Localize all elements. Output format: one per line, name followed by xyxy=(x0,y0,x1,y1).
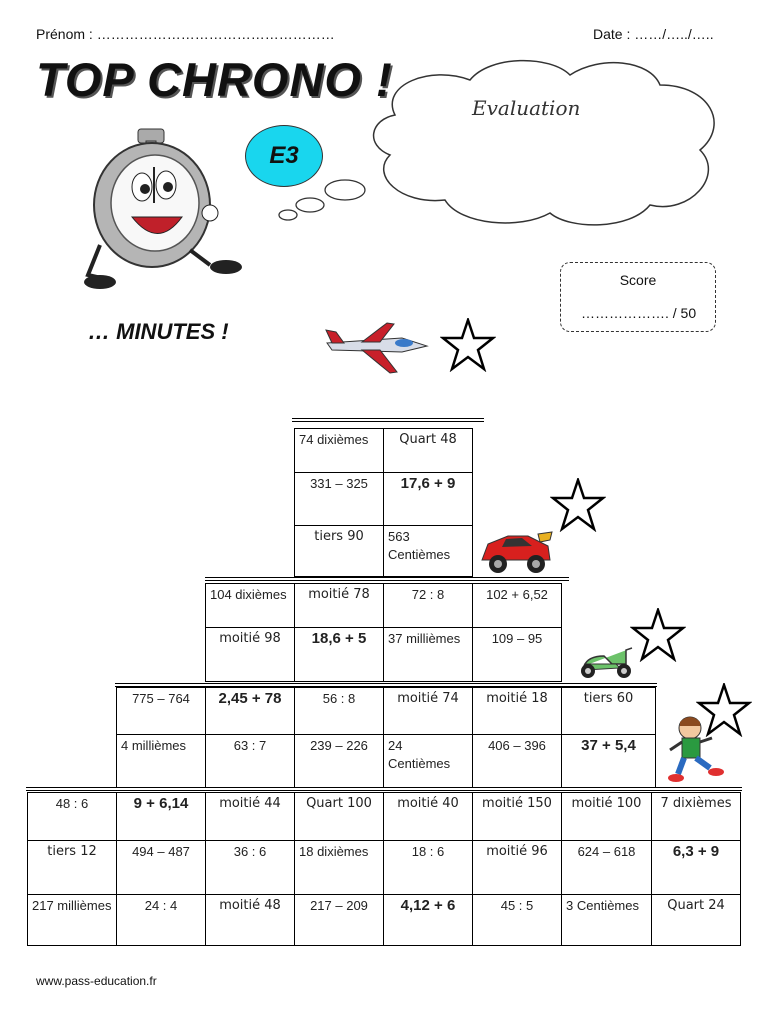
pyramid-cell: 9 + 6,14 xyxy=(116,792,206,841)
pyramid-cell: 18 : 6 xyxy=(383,840,473,895)
pyramid-cell: 17,6 + 9 xyxy=(383,472,473,526)
pyramid-cell: 4 millièmes xyxy=(116,734,206,788)
pyramid-cell: 494 – 487 xyxy=(116,840,206,895)
jet-plane-icon xyxy=(322,318,432,378)
footer-url: www.pass-education.fr xyxy=(36,974,157,988)
pyramid-cell: moitié 18 xyxy=(472,687,562,735)
pyramid-cell: 24 Centièmes xyxy=(383,734,473,788)
pyramid-cell: 48 : 6 xyxy=(27,792,117,841)
pyramid-cell: 4,12 + 6 xyxy=(383,894,473,946)
star-icon xyxy=(440,318,496,372)
pyramid-cell: 3 Centièmes xyxy=(561,894,652,946)
pyramid-cell: 18 dixièmes xyxy=(294,840,384,895)
pyramid-cell: 109 – 95 xyxy=(472,627,562,682)
pyramid-cell: 37 + 5,4 xyxy=(561,734,656,788)
pyramid-cell: 7 dixièmes xyxy=(651,792,741,841)
exam-badge: E3 xyxy=(245,125,323,187)
pyramid-cell: 104 dixièmes xyxy=(205,583,295,628)
pyramid-cell: moitié 48 xyxy=(205,894,295,946)
score-label: Score xyxy=(619,272,657,288)
pyramid-cell: 406 – 396 xyxy=(472,734,562,788)
page-title: TOP CHRONO ! xyxy=(36,53,393,106)
pyramid-cell: 217 – 209 xyxy=(294,894,384,946)
pyramid-cell: 563 Centièmes xyxy=(383,525,473,577)
pyramid-cell: 36 : 6 xyxy=(205,840,295,895)
pyramid-cell: Quart 24 xyxy=(651,894,741,946)
pyramid-cell: moitié 98 xyxy=(205,627,295,682)
pyramid-cell: Quart 100 xyxy=(294,792,384,841)
pyramid-cell: tiers 12 xyxy=(27,840,117,895)
pyramid-cell: 72 : 8 xyxy=(383,583,473,628)
pyramid-cell: Quart 48 xyxy=(383,428,473,473)
score-line: ………………. / 50 xyxy=(581,305,697,321)
pyramid-cell: 102 + 6,52 xyxy=(472,583,562,628)
pyramid-cell: 2,45 + 78 xyxy=(205,687,295,735)
pyramid-cell: 37 millièmes xyxy=(383,627,473,682)
scooter-icon xyxy=(576,638,638,680)
pyramid-cell: 6,3 + 9 xyxy=(651,840,741,895)
pyramid-cell: moitié 74 xyxy=(383,687,473,735)
pyramid-cell: 63 : 7 xyxy=(205,734,295,788)
skating-boy-icon xyxy=(666,712,726,788)
pyramid-cell: moitié 96 xyxy=(472,840,562,895)
prenom-field: Prénom : …………………………………………… xyxy=(36,26,335,42)
pyramid-cell: 74 dixièmes xyxy=(294,428,384,473)
pyramid-cell: moitié 150 xyxy=(472,792,562,841)
date-field: Date : ……/…../….. xyxy=(593,26,714,42)
star-icon xyxy=(550,478,606,532)
minutes-label: … MINUTES ! xyxy=(88,319,229,344)
score-box xyxy=(560,262,716,332)
pyramid-cell: 18,6 + 5 xyxy=(294,627,384,682)
pyramid-cell: 331 – 325 xyxy=(294,472,384,526)
pyramid-divider xyxy=(205,577,569,581)
pyramid-cell: 45 : 5 xyxy=(472,894,562,946)
pyramid-cell: 56 : 8 xyxy=(294,687,384,735)
thought-cloud-icon xyxy=(270,55,750,235)
star-icon xyxy=(630,608,686,662)
pyramid-cell: 24 : 4 xyxy=(116,894,206,946)
pyramid-cell: 624 – 618 xyxy=(561,840,652,895)
pyramid-cell: moitié 78 xyxy=(294,583,384,628)
pyramid-cell: tiers 60 xyxy=(561,687,656,735)
pyramid-cell: moitié 40 xyxy=(383,792,473,841)
pyramid-cell: moitié 44 xyxy=(205,792,295,841)
stopwatch-mascot-icon xyxy=(70,125,250,295)
race-car-icon xyxy=(478,522,554,578)
pyramid-divider xyxy=(292,418,484,422)
pyramid-cell: moitié 100 xyxy=(561,792,652,841)
pyramid-cell: 775 – 764 xyxy=(116,687,206,735)
pyramid-cell: 239 – 226 xyxy=(294,734,384,788)
pyramid-cell: 217 millièmes xyxy=(27,894,117,946)
cloud-text: Evaluation xyxy=(472,96,581,120)
pyramid-cell: tiers 90 xyxy=(294,525,384,577)
